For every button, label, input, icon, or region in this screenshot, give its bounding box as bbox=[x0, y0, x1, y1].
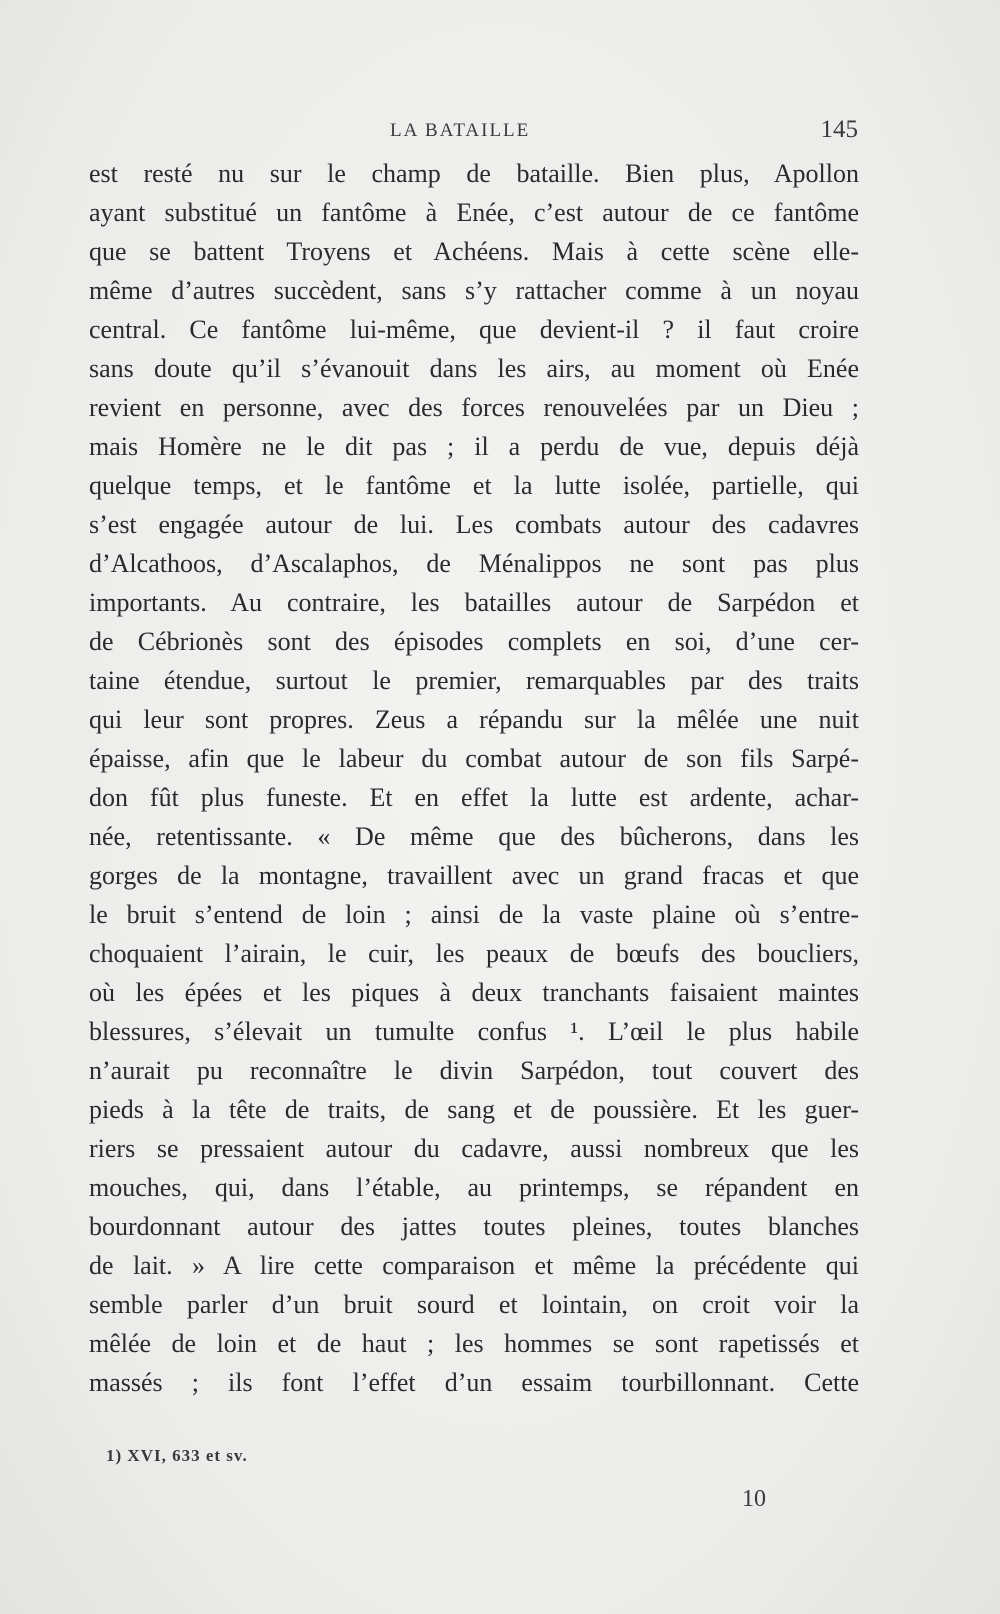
text-line: d’Alcathoos, d’Ascalaphos, de Ménalippos ne sont pas plus bbox=[89, 549, 859, 578]
text-line: de Cébrionès sont des épisodes complets en soi, d’une cer- bbox=[89, 627, 859, 656]
text-line: choquaient l’airain, le cuir, les peaux de bœufs des boucliers, bbox=[89, 939, 859, 968]
text-line: importants. Au contraire, les batailles autour de Sarpédon et bbox=[89, 588, 859, 617]
text-line: gorges de la montagne, travaillent avec un grand fracas et que bbox=[89, 861, 859, 890]
text-line: bourdonnant autour des jattes toutes pleines, toutes blanches bbox=[89, 1212, 859, 1241]
text-line: sans doute qu’il s’évanouit dans les airs, au moment où Enée bbox=[89, 354, 859, 383]
text-line: mais Homère ne le dit pas ; il a perdu de vue, depuis déjà bbox=[89, 432, 859, 461]
text-line: où les épées et les piques à deux tranchants faisaient maintes bbox=[89, 978, 859, 1007]
text-line: central. Ce fantôme lui-même, que devient-il ? il faut croire bbox=[89, 315, 859, 344]
text-line: épaisse, afin que le labeur du combat autour de son fils Sarpé- bbox=[89, 744, 859, 773]
text-line: mouches, qui, dans l’étable, au printemps, se répandent en bbox=[89, 1173, 859, 1202]
text-line: que se battent Troyens et Achéens. Mais à cette scène elle- bbox=[89, 237, 859, 266]
text-line: revient en personne, avec des forces renouvelées par un Dieu ; bbox=[89, 393, 859, 422]
text-line: semble parler d’un bruit sourd et lointain, on croit voir la bbox=[89, 1290, 859, 1319]
text-line: pieds à la tête de traits, de sang et de poussière. Et les guer- bbox=[89, 1095, 859, 1124]
text-line: quelque temps, et le fantôme et la lutte isolée, partielle, qui bbox=[89, 471, 859, 500]
text-line: taine étendue, surtout le premier, remarquables par des traits bbox=[89, 666, 859, 695]
text-line: riers se pressaient autour du cadavre, aussi nombreux que les bbox=[89, 1134, 859, 1163]
footnote: 1) XVI, 633 et sv. bbox=[106, 1446, 248, 1465]
signature-mark: 10 bbox=[742, 1486, 766, 1512]
body-text bbox=[89, 154, 859, 1402]
page-number: 145 bbox=[820, 116, 858, 143]
running-head: LA BATAILLE bbox=[390, 120, 531, 141]
text-line: le bruit s’entend de loin ; ainsi de la vaste plaine où s’entre- bbox=[89, 900, 859, 929]
page-header bbox=[90, 116, 858, 148]
text-line: massés ; ils font l’effet d’un essaim tourbillonnant. Cette bbox=[89, 1368, 859, 1397]
text-line: de lait. » A lire cette comparaison et même la précédente qui bbox=[89, 1251, 859, 1280]
text-line: ayant substitué un fantôme à Enée, c’est autour de ce fantôme bbox=[89, 198, 859, 227]
text-line: née, retentissante. « De même que des bûcherons, dans les bbox=[89, 822, 859, 851]
text-line: qui leur sont propres. Zeus a répandu sur la mêlée une nuit bbox=[89, 705, 859, 734]
text-line: même d’autres succèdent, sans s’y rattacher comme à un noyau bbox=[89, 276, 859, 305]
text-line: s’est engagée autour de lui. Les combats autour des cadavres bbox=[89, 510, 859, 539]
text-line: n’aurait pu reconnaître le divin Sarpédon, tout couvert des bbox=[89, 1056, 859, 1085]
text-line: est resté nu sur le champ de bataille. Bien plus, Apollon bbox=[89, 159, 859, 188]
text-line: don fût plus funeste. Et en effet la lutte est ardente, achar- bbox=[89, 783, 859, 812]
text-line: blessures, s’élevait un tumulte confus ¹. L’œil le plus habile bbox=[89, 1017, 859, 1046]
text-line: mêlée de loin et de haut ; les hommes se sont rapetissés et bbox=[89, 1329, 859, 1358]
